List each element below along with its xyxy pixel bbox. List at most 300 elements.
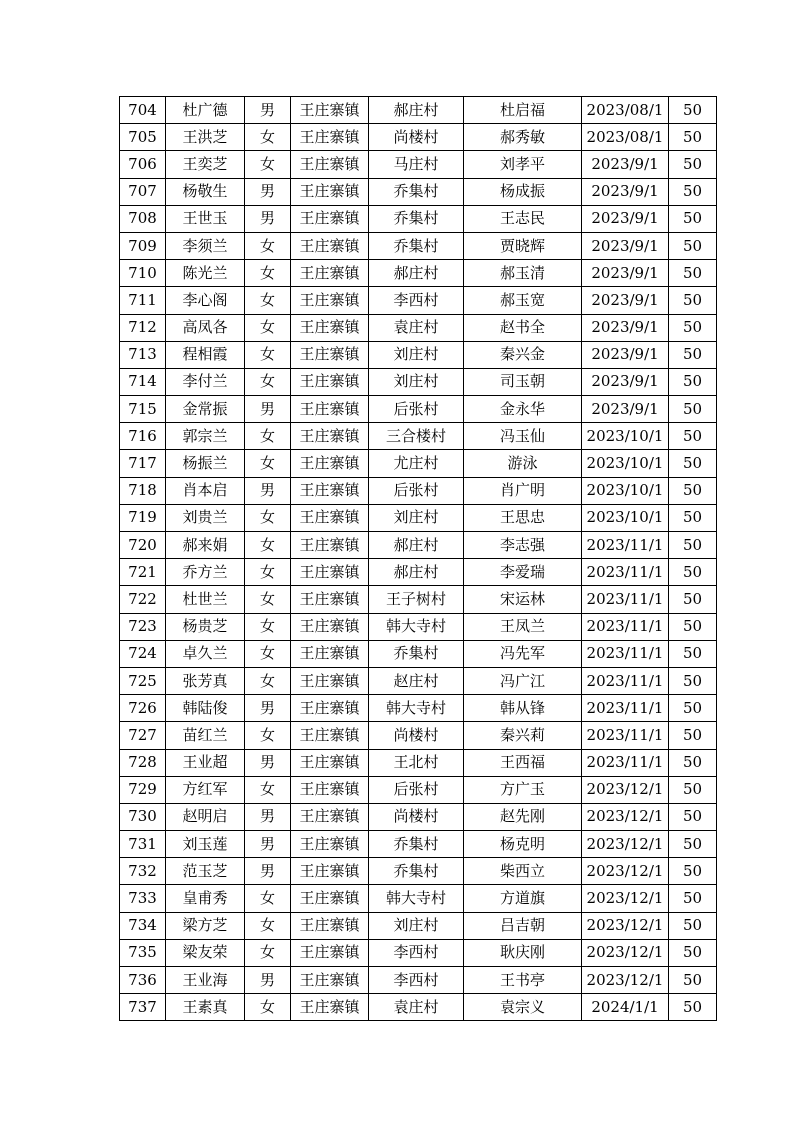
village-cell: 郝庄村 xyxy=(369,559,464,586)
date-cell: 2024/1/1 xyxy=(582,994,669,1021)
gender-cell: 女 xyxy=(245,314,291,341)
table-row xyxy=(120,885,717,912)
date-cell: 2023/9/1 xyxy=(582,232,669,259)
gender-cell: 女 xyxy=(245,368,291,395)
name-cell: 王奕芝 xyxy=(166,151,245,178)
name-cell: 杨振兰 xyxy=(166,450,245,477)
index-cell: 716 xyxy=(120,423,166,450)
village-cell: 乔集村 xyxy=(369,858,464,885)
table-row xyxy=(120,586,717,613)
town-cell: 王庄寨镇 xyxy=(291,97,369,124)
village-cell: 乔集村 xyxy=(369,178,464,205)
town-cell: 王庄寨镇 xyxy=(291,912,369,939)
date-cell: 2023/12/1 xyxy=(582,858,669,885)
name-cell: 王素真 xyxy=(166,994,245,1021)
date-cell: 2023/12/1 xyxy=(582,803,669,830)
index-cell: 717 xyxy=(120,450,166,477)
relative-cell: 王西福 xyxy=(464,749,582,776)
town-cell: 王庄寨镇 xyxy=(291,287,369,314)
amount-cell: 50 xyxy=(669,477,717,504)
amount-cell: 50 xyxy=(669,504,717,531)
index-cell: 729 xyxy=(120,776,166,803)
records-table xyxy=(119,96,717,1021)
index-cell: 732 xyxy=(120,858,166,885)
gender-cell: 女 xyxy=(245,124,291,151)
index-cell: 711 xyxy=(120,287,166,314)
index-cell: 722 xyxy=(120,586,166,613)
village-cell: 王北村 xyxy=(369,749,464,776)
table-row xyxy=(120,450,717,477)
amount-cell: 50 xyxy=(669,450,717,477)
amount-cell: 50 xyxy=(669,423,717,450)
date-cell: 2023/11/1 xyxy=(582,667,669,694)
town-cell: 王庄寨镇 xyxy=(291,803,369,830)
index-cell: 724 xyxy=(120,640,166,667)
name-cell: 高凤各 xyxy=(166,314,245,341)
amount-cell: 50 xyxy=(669,722,717,749)
table-row xyxy=(120,423,717,450)
date-cell: 2023/11/1 xyxy=(582,749,669,776)
table-row xyxy=(120,912,717,939)
date-cell: 2023/10/1 xyxy=(582,423,669,450)
name-cell: 郭宗兰 xyxy=(166,423,245,450)
index-cell: 737 xyxy=(120,994,166,1021)
table-row xyxy=(120,613,717,640)
town-cell: 王庄寨镇 xyxy=(291,532,369,559)
village-cell: 袁庄村 xyxy=(369,314,464,341)
gender-cell: 女 xyxy=(245,776,291,803)
date-cell: 2023/12/1 xyxy=(582,967,669,994)
town-cell: 王庄寨镇 xyxy=(291,613,369,640)
amount-cell: 50 xyxy=(669,205,717,232)
relative-cell: 郝玉宽 xyxy=(464,287,582,314)
amount-cell: 50 xyxy=(669,341,717,368)
village-cell: 郝庄村 xyxy=(369,97,464,124)
name-cell: 王业海 xyxy=(166,967,245,994)
amount-cell: 50 xyxy=(669,749,717,776)
date-cell: 2023/08/1 xyxy=(582,124,669,151)
village-cell: 刘庄村 xyxy=(369,368,464,395)
date-cell: 2023/11/1 xyxy=(582,532,669,559)
village-cell: 乔集村 xyxy=(369,205,464,232)
name-cell: 刘玉莲 xyxy=(166,831,245,858)
amount-cell: 50 xyxy=(669,151,717,178)
index-cell: 713 xyxy=(120,341,166,368)
date-cell: 2023/9/1 xyxy=(582,314,669,341)
amount-cell: 50 xyxy=(669,97,717,124)
gender-cell: 女 xyxy=(245,151,291,178)
relative-cell: 游泳 xyxy=(464,450,582,477)
date-cell: 2023/9/1 xyxy=(582,178,669,205)
town-cell: 王庄寨镇 xyxy=(291,722,369,749)
relative-cell: 杨成振 xyxy=(464,178,582,205)
relative-cell: 吕吉朝 xyxy=(464,912,582,939)
index-cell: 728 xyxy=(120,749,166,776)
name-cell: 王洪芝 xyxy=(166,124,245,151)
index-cell: 710 xyxy=(120,260,166,287)
town-cell: 王庄寨镇 xyxy=(291,776,369,803)
gender-cell: 女 xyxy=(245,994,291,1021)
date-cell: 2023/11/1 xyxy=(582,586,669,613)
town-cell: 王庄寨镇 xyxy=(291,396,369,423)
amount-cell: 50 xyxy=(669,967,717,994)
table-row xyxy=(120,776,717,803)
gender-cell: 女 xyxy=(245,260,291,287)
date-cell: 2023/9/1 xyxy=(582,396,669,423)
index-cell: 733 xyxy=(120,885,166,912)
village-cell: 尚楼村 xyxy=(369,803,464,830)
amount-cell: 50 xyxy=(669,178,717,205)
table-row xyxy=(120,640,717,667)
name-cell: 卓久兰 xyxy=(166,640,245,667)
relative-cell: 秦兴金 xyxy=(464,341,582,368)
gender-cell: 男 xyxy=(245,695,291,722)
date-cell: 2023/9/1 xyxy=(582,260,669,287)
town-cell: 王庄寨镇 xyxy=(291,885,369,912)
village-cell: 三合楼村 xyxy=(369,423,464,450)
date-cell: 2023/9/1 xyxy=(582,151,669,178)
name-cell: 范玉芝 xyxy=(166,858,245,885)
index-cell: 709 xyxy=(120,232,166,259)
village-cell: 韩大寺村 xyxy=(369,885,464,912)
gender-cell: 女 xyxy=(245,532,291,559)
gender-cell: 男 xyxy=(245,831,291,858)
gender-cell: 女 xyxy=(245,722,291,749)
village-cell: 袁庄村 xyxy=(369,994,464,1021)
relative-cell: 冯广江 xyxy=(464,667,582,694)
relative-cell: 冯玉仙 xyxy=(464,423,582,450)
name-cell: 乔方兰 xyxy=(166,559,245,586)
date-cell: 2023/12/1 xyxy=(582,912,669,939)
table-row xyxy=(120,532,717,559)
relative-cell: 冯先军 xyxy=(464,640,582,667)
relative-cell: 王书亭 xyxy=(464,967,582,994)
name-cell: 金常振 xyxy=(166,396,245,423)
relative-cell: 李爱瑞 xyxy=(464,559,582,586)
village-cell: 李西村 xyxy=(369,967,464,994)
town-cell: 王庄寨镇 xyxy=(291,586,369,613)
table-row xyxy=(120,559,717,586)
town-cell: 王庄寨镇 xyxy=(291,967,369,994)
gender-cell: 女 xyxy=(245,912,291,939)
table-row xyxy=(120,749,717,776)
amount-cell: 50 xyxy=(669,368,717,395)
village-cell: 郝庄村 xyxy=(369,260,464,287)
name-cell: 杜世兰 xyxy=(166,586,245,613)
table-row xyxy=(120,396,717,423)
gender-cell: 男 xyxy=(245,803,291,830)
gender-cell: 女 xyxy=(245,450,291,477)
relative-cell: 杨克明 xyxy=(464,831,582,858)
amount-cell: 50 xyxy=(669,912,717,939)
village-cell: 乔集村 xyxy=(369,640,464,667)
amount-cell: 50 xyxy=(669,396,717,423)
town-cell: 王庄寨镇 xyxy=(291,858,369,885)
town-cell: 王庄寨镇 xyxy=(291,341,369,368)
town-cell: 王庄寨镇 xyxy=(291,640,369,667)
town-cell: 王庄寨镇 xyxy=(291,124,369,151)
index-cell: 736 xyxy=(120,967,166,994)
table-row xyxy=(120,124,717,151)
date-cell: 2023/9/1 xyxy=(582,368,669,395)
town-cell: 王庄寨镇 xyxy=(291,450,369,477)
relative-cell: 秦兴莉 xyxy=(464,722,582,749)
village-cell: 李西村 xyxy=(369,287,464,314)
table-row xyxy=(120,287,717,314)
amount-cell: 50 xyxy=(669,803,717,830)
town-cell: 王庄寨镇 xyxy=(291,939,369,966)
village-cell: 后张村 xyxy=(369,477,464,504)
index-cell: 718 xyxy=(120,477,166,504)
table-row xyxy=(120,341,717,368)
amount-cell: 50 xyxy=(669,831,717,858)
date-cell: 2023/11/1 xyxy=(582,640,669,667)
village-cell: 郝庄村 xyxy=(369,532,464,559)
relative-cell: 王志民 xyxy=(464,205,582,232)
name-cell: 杜广德 xyxy=(166,97,245,124)
date-cell: 2023/12/1 xyxy=(582,885,669,912)
village-cell: 王子树村 xyxy=(369,586,464,613)
date-cell: 2023/11/1 xyxy=(582,722,669,749)
village-cell: 乔集村 xyxy=(369,831,464,858)
gender-cell: 女 xyxy=(245,232,291,259)
relative-cell: 贾晓辉 xyxy=(464,232,582,259)
index-cell: 723 xyxy=(120,613,166,640)
village-cell: 赵庄村 xyxy=(369,667,464,694)
table-row xyxy=(120,205,717,232)
town-cell: 王庄寨镇 xyxy=(291,695,369,722)
relative-cell: 耿庆刚 xyxy=(464,939,582,966)
name-cell: 苗红兰 xyxy=(166,722,245,749)
name-cell: 梁方芝 xyxy=(166,912,245,939)
relative-cell: 柴西立 xyxy=(464,858,582,885)
index-cell: 704 xyxy=(120,97,166,124)
town-cell: 王庄寨镇 xyxy=(291,232,369,259)
date-cell: 2023/10/1 xyxy=(582,477,669,504)
name-cell: 李须兰 xyxy=(166,232,245,259)
index-cell: 715 xyxy=(120,396,166,423)
amount-cell: 50 xyxy=(669,858,717,885)
gender-cell: 男 xyxy=(245,97,291,124)
index-cell: 707 xyxy=(120,178,166,205)
town-cell: 王庄寨镇 xyxy=(291,260,369,287)
gender-cell: 女 xyxy=(245,504,291,531)
village-cell: 刘庄村 xyxy=(369,912,464,939)
table-row xyxy=(120,939,717,966)
village-cell: 李西村 xyxy=(369,939,464,966)
gender-cell: 男 xyxy=(245,477,291,504)
amount-cell: 50 xyxy=(669,559,717,586)
name-cell: 韩陆俊 xyxy=(166,695,245,722)
town-cell: 王庄寨镇 xyxy=(291,151,369,178)
index-cell: 720 xyxy=(120,532,166,559)
gender-cell: 男 xyxy=(245,858,291,885)
table-row xyxy=(120,368,717,395)
name-cell: 李心阁 xyxy=(166,287,245,314)
table-row xyxy=(120,97,717,124)
index-cell: 730 xyxy=(120,803,166,830)
town-cell: 王庄寨镇 xyxy=(291,559,369,586)
gender-cell: 男 xyxy=(245,178,291,205)
relative-cell: 方道旗 xyxy=(464,885,582,912)
name-cell: 皇甫秀 xyxy=(166,885,245,912)
date-cell: 2023/08/1 xyxy=(582,97,669,124)
town-cell: 王庄寨镇 xyxy=(291,831,369,858)
table-row xyxy=(120,722,717,749)
date-cell: 2023/12/1 xyxy=(582,776,669,803)
relative-cell: 王凤兰 xyxy=(464,613,582,640)
amount-cell: 50 xyxy=(669,287,717,314)
name-cell: 程相霞 xyxy=(166,341,245,368)
date-cell: 2023/10/1 xyxy=(582,504,669,531)
relative-cell: 赵先刚 xyxy=(464,803,582,830)
village-cell: 尚楼村 xyxy=(369,722,464,749)
relative-cell: 韩从锋 xyxy=(464,695,582,722)
relative-cell: 赵书全 xyxy=(464,314,582,341)
name-cell: 刘贵兰 xyxy=(166,504,245,531)
town-cell: 王庄寨镇 xyxy=(291,368,369,395)
relative-cell: 金永华 xyxy=(464,396,582,423)
name-cell: 王世玉 xyxy=(166,205,245,232)
gender-cell: 女 xyxy=(245,640,291,667)
date-cell: 2023/11/1 xyxy=(582,613,669,640)
village-cell: 马庄村 xyxy=(369,151,464,178)
town-cell: 王庄寨镇 xyxy=(291,667,369,694)
table-row xyxy=(120,260,717,287)
date-cell: 2023/11/1 xyxy=(582,559,669,586)
index-cell: 714 xyxy=(120,368,166,395)
amount-cell: 50 xyxy=(669,232,717,259)
village-cell: 刘庄村 xyxy=(369,341,464,368)
amount-cell: 50 xyxy=(669,586,717,613)
name-cell: 杨敬生 xyxy=(166,178,245,205)
village-cell: 刘庄村 xyxy=(369,504,464,531)
gender-cell: 女 xyxy=(245,287,291,314)
table-row xyxy=(120,477,717,504)
gender-cell: 女 xyxy=(245,939,291,966)
town-cell: 王庄寨镇 xyxy=(291,423,369,450)
village-cell: 后张村 xyxy=(369,396,464,423)
amount-cell: 50 xyxy=(669,885,717,912)
town-cell: 王庄寨镇 xyxy=(291,205,369,232)
town-cell: 王庄寨镇 xyxy=(291,477,369,504)
name-cell: 李付兰 xyxy=(166,368,245,395)
table-row xyxy=(120,695,717,722)
gender-cell: 男 xyxy=(245,749,291,776)
index-cell: 725 xyxy=(120,667,166,694)
table-row xyxy=(120,803,717,830)
name-cell: 梁友荣 xyxy=(166,939,245,966)
table-row xyxy=(120,831,717,858)
date-cell: 2023/9/1 xyxy=(582,287,669,314)
name-cell: 王业超 xyxy=(166,749,245,776)
index-cell: 712 xyxy=(120,314,166,341)
amount-cell: 50 xyxy=(669,532,717,559)
relative-cell: 李志强 xyxy=(464,532,582,559)
relative-cell: 方广玉 xyxy=(464,776,582,803)
index-cell: 734 xyxy=(120,912,166,939)
relative-cell: 郝秀敏 xyxy=(464,124,582,151)
village-cell: 韩大寺村 xyxy=(369,695,464,722)
date-cell: 2023/12/1 xyxy=(582,939,669,966)
town-cell: 王庄寨镇 xyxy=(291,749,369,776)
amount-cell: 50 xyxy=(669,776,717,803)
name-cell: 陈光兰 xyxy=(166,260,245,287)
gender-cell: 女 xyxy=(245,586,291,613)
table-row xyxy=(120,967,717,994)
records-table-body xyxy=(120,97,717,1021)
index-cell: 726 xyxy=(120,695,166,722)
date-cell: 2023/12/1 xyxy=(582,831,669,858)
relative-cell: 肖广明 xyxy=(464,477,582,504)
gender-cell: 男 xyxy=(245,205,291,232)
relative-cell: 宋运林 xyxy=(464,586,582,613)
amount-cell: 50 xyxy=(669,260,717,287)
table-row xyxy=(120,858,717,885)
gender-cell: 男 xyxy=(245,967,291,994)
name-cell: 郝来娟 xyxy=(166,532,245,559)
gender-cell: 女 xyxy=(245,341,291,368)
index-cell: 731 xyxy=(120,831,166,858)
index-cell: 735 xyxy=(120,939,166,966)
gender-cell: 女 xyxy=(245,885,291,912)
town-cell: 王庄寨镇 xyxy=(291,314,369,341)
table-row xyxy=(120,232,717,259)
name-cell: 杨贵芝 xyxy=(166,613,245,640)
index-cell: 719 xyxy=(120,504,166,531)
village-cell: 乔集村 xyxy=(369,232,464,259)
village-cell: 后张村 xyxy=(369,776,464,803)
relative-cell: 王思忠 xyxy=(464,504,582,531)
relative-cell: 刘孝平 xyxy=(464,151,582,178)
gender-cell: 女 xyxy=(245,559,291,586)
table-row xyxy=(120,504,717,531)
village-cell: 尤庄村 xyxy=(369,450,464,477)
index-cell: 727 xyxy=(120,722,166,749)
amount-cell: 50 xyxy=(669,939,717,966)
gender-cell: 男 xyxy=(245,396,291,423)
date-cell: 2023/10/1 xyxy=(582,450,669,477)
relative-cell: 司玉朝 xyxy=(464,368,582,395)
name-cell: 张芳真 xyxy=(166,667,245,694)
amount-cell: 50 xyxy=(669,613,717,640)
amount-cell: 50 xyxy=(669,994,717,1021)
town-cell: 王庄寨镇 xyxy=(291,178,369,205)
date-cell: 2023/11/1 xyxy=(582,695,669,722)
relative-cell: 郝玉清 xyxy=(464,260,582,287)
index-cell: 706 xyxy=(120,151,166,178)
amount-cell: 50 xyxy=(669,640,717,667)
amount-cell: 50 xyxy=(669,314,717,341)
gender-cell: 女 xyxy=(245,423,291,450)
table-row xyxy=(120,667,717,694)
table-row xyxy=(120,178,717,205)
village-cell: 尚楼村 xyxy=(369,124,464,151)
index-cell: 708 xyxy=(120,205,166,232)
town-cell: 王庄寨镇 xyxy=(291,504,369,531)
relative-cell: 杜启福 xyxy=(464,97,582,124)
date-cell: 2023/9/1 xyxy=(582,341,669,368)
table-row xyxy=(120,151,717,178)
gender-cell: 女 xyxy=(245,667,291,694)
table-row xyxy=(120,994,717,1021)
amount-cell: 50 xyxy=(669,695,717,722)
index-cell: 721 xyxy=(120,559,166,586)
index-cell: 705 xyxy=(120,124,166,151)
date-cell: 2023/9/1 xyxy=(582,205,669,232)
table-row xyxy=(120,314,717,341)
relative-cell: 袁宗义 xyxy=(464,994,582,1021)
